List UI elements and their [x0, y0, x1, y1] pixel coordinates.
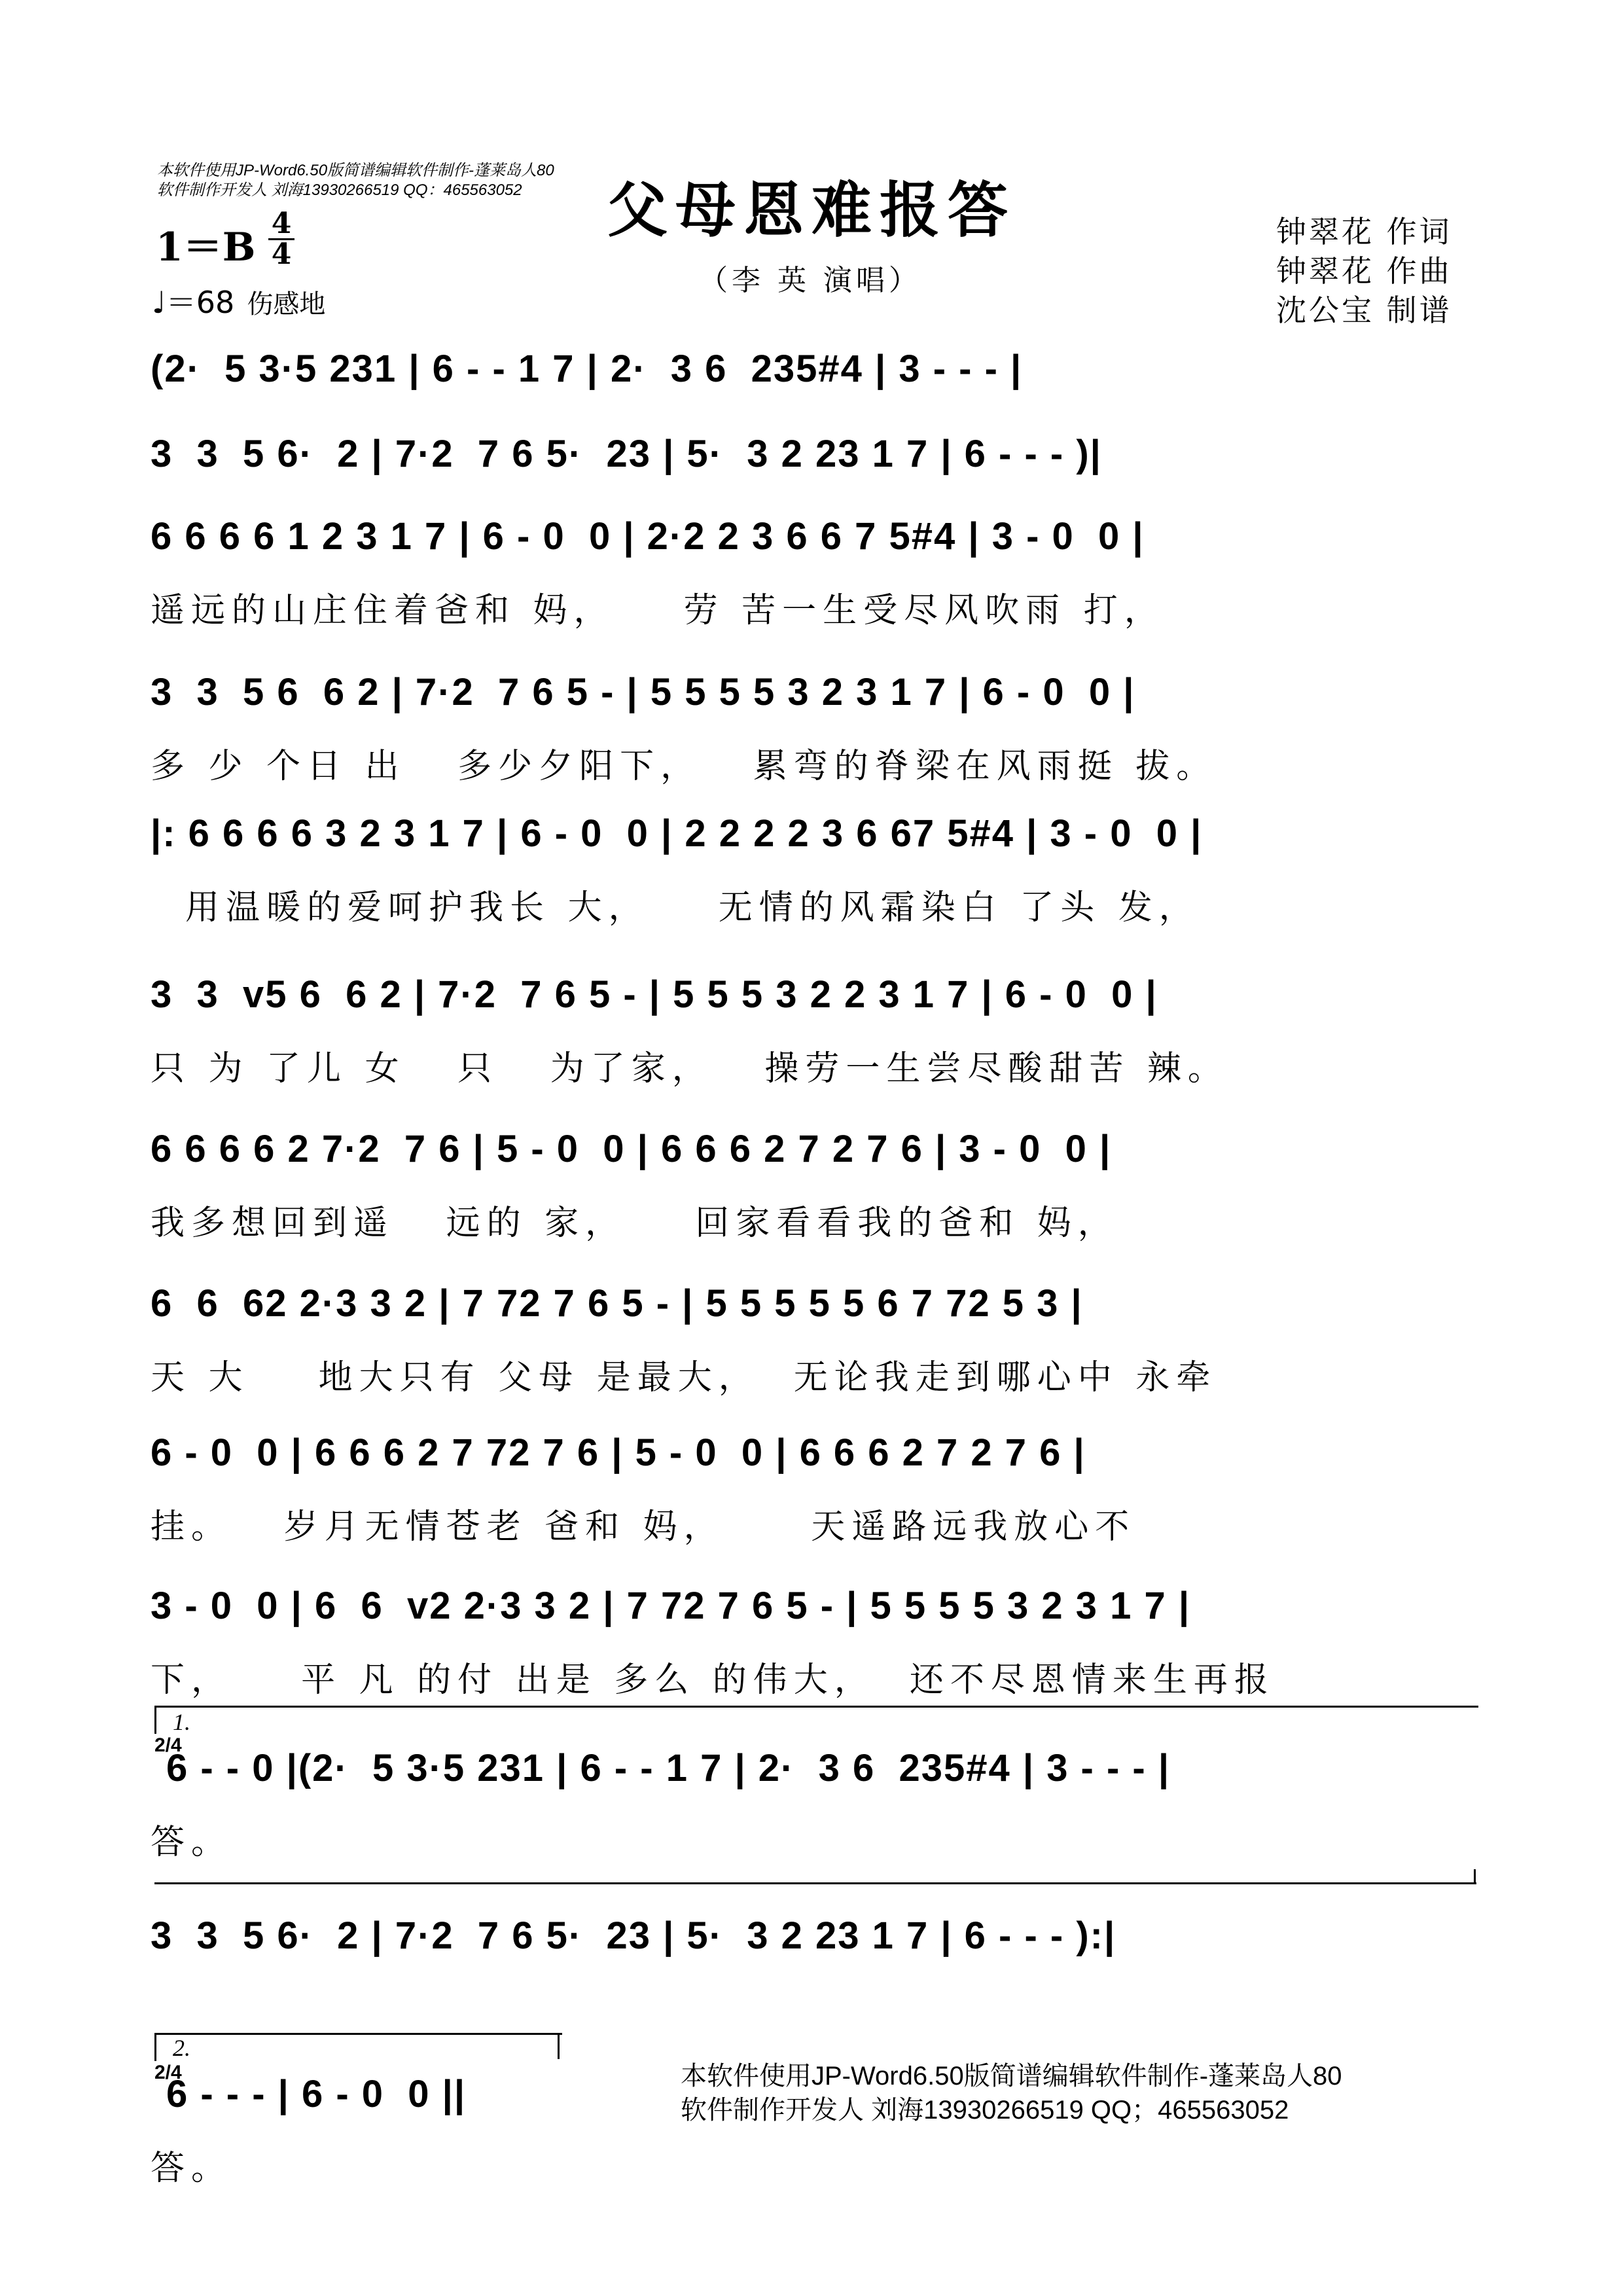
staff-lyrics: 多 少 个日 出 多少夕阳下， 累弯的脊梁在风雨挺 拔。	[151, 747, 1217, 786]
subtitle: （李 英 演唱）	[699, 264, 921, 297]
staff-12	[151, 1914, 1472, 2012]
staff-notes: 6 - - - | 6 - 0 0 ||	[166, 2073, 467, 2115]
staff-lyrics: 答。	[151, 1823, 232, 1862]
key-signature: 1＝B	[156, 224, 256, 270]
second-ending-bracket	[154, 2033, 562, 2061]
second-ending-label: 2.	[173, 2035, 190, 2061]
staff-notes: 3 3 5 6 6 2 | 7·2 7 6 5 - | 5 5 5 5 3 2 3 1 7 | 6 - 0 0 |	[151, 671, 1135, 713]
meter-change: 2/4	[154, 2062, 182, 2083]
staff-lyrics: 天 大 地大只有 父母 是最大， 无论我走到哪心中 永牵	[151, 1358, 1217, 1397]
tempo-marking	[152, 279, 325, 322]
staff-9	[151, 1431, 1472, 1547]
staff-notes: (2· 5 3·5 231 | 6 - - 1 7 | 2· 3 6 235#4 | 3 - - - |	[151, 348, 1023, 390]
quarter-note-icon: ♩	[152, 285, 166, 320]
staff-10	[151, 1584, 1472, 1700]
footer-note-line1: 本软件使用JP-Word6.50版简谱编辑软件制作-蓬莱岛人80	[681, 2062, 1342, 2090]
header-note-line2: 软件制作开发人 刘海13930266519 QQ：465563052	[157, 181, 522, 199]
page-title: 父母恩难报答	[607, 175, 1016, 245]
staff-notes: 6 6 62 2·3 3 2 | 7 72 7 6 5 - | 5 5 5 5 5 6 7 72 5 3 |	[151, 1282, 1083, 1325]
staff-lyrics: 遥远的山庄住着爸和 妈， 劳 苦一生受尽风吹雨 打，	[151, 591, 1165, 630]
staff-4	[151, 670, 1472, 786]
staff-notes: 6 6 6 6 2 7·2 7 6 | 5 - 0 0 | 6 6 6 2 7 2 7 6 | 3 - 0 0 |	[151, 1128, 1112, 1170]
staff-notes: 6 - - 0 |(2· 5 3·5 231 | 6 - - 1 7 | 2· 3 6 235#4 | 3 - - - |	[166, 1747, 1171, 1789]
arranger-credit: 沈公宝 制谱	[1276, 293, 1452, 328]
composer-credit: 钟翠花 作曲	[1276, 253, 1452, 289]
staff-6	[151, 973, 1472, 1088]
meter-change: 2/4	[154, 1734, 182, 1756]
staff-lyrics: 挂。 岁月无情苍老 爸和 妈， 天遥路远我放心不	[151, 1507, 1136, 1547]
staff-3	[151, 514, 1472, 630]
staff-notes: 3 3 v5 6 6 2 | 7·2 7 6 5 - | 5 5 5 3 2 2 3 1 7 | 6 - 0 0 |	[151, 973, 1158, 1016]
time-signature-top: 4	[271, 207, 292, 240]
staff-lyrics: 答。	[151, 2149, 232, 2188]
staff-5	[151, 812, 1472, 927]
footer-note-line2: 软件制作开发人 刘海13930266519 QQ；465563052	[681, 2096, 1289, 2125]
tempo-value: ＝68	[166, 285, 235, 320]
staff-notes: 3 3 5 6· 2 | 7·2 7 6 5· 23 | 5· 3 2 23 1 7 | 6 - - - ):|	[151, 1914, 1116, 1957]
staff-notes: 3 - 0 0 | 6 6 v2 2·3 3 2 | 7 72 7 6 5 - | 5 5 5 5 3 2 3 1 7 |	[151, 1585, 1191, 1627]
staff-notes: 6 - 0 0 | 6 6 6 2 7 72 7 6 | 5 - 0 0 | 6 6 6 2 7 2 7 6 |	[151, 1431, 1086, 1474]
staff-13	[151, 2072, 609, 2188]
staff-lyrics: 我多想回到遥 远的 家， 回家看看我的爸和 妈，	[151, 1204, 1118, 1243]
staff-lyrics: 下， 平 凡 的付 出是 多么 的伟大， 还不尽恩情来生再报	[151, 1660, 1275, 1700]
system-divider-tick	[1474, 1869, 1476, 1884]
staff-7	[151, 1127, 1472, 1243]
staff-1	[151, 347, 1472, 445]
second-ending-bracket-end	[558, 2033, 560, 2059]
staff-notes: |: 6 6 6 6 3 2 3 1 7 | 6 - 0 0 | 2 2 2 2 3 6 67 5#4 | 3 - 0 0 |	[151, 812, 1203, 855]
staff-lyrics: 用温暖的爱呵护我长 大， 无情的风霜染白 了头 发，	[151, 888, 1200, 927]
first-ending-label: 1.	[173, 1709, 190, 1735]
footer-note	[681, 2059, 1342, 2127]
time-signature-bottom: 4	[271, 238, 292, 271]
lyricist-credit: 钟翠花 作词	[1276, 214, 1452, 249]
staff-8	[151, 1282, 1472, 1397]
header-note-line1: 本软件使用JP-Word6.50版简谱编辑软件制作-蓬莱岛人80	[157, 162, 554, 179]
system-divider	[154, 1882, 1476, 1884]
time-signature	[268, 207, 294, 271]
tempo-mood: 伤感地	[247, 289, 326, 319]
staff-11	[151, 1746, 1472, 1862]
header-note	[157, 161, 554, 200]
first-ending-bracket	[154, 1706, 1478, 1734]
staff-lyrics: 只 为 了儿 女 只 为了家， 操劳一生尝尽酸甜苦 辣。	[151, 1049, 1228, 1088]
staff-notes: 3 3 5 6· 2 | 7·2 7 6 5· 23 | 5· 3 2 23 1 7 | 6 - - - )|	[151, 433, 1102, 475]
staff-notes: 6 6 6 6 1 2 3 1 7 | 6 - 0 0 | 2·2 2 3 6 6 7 5#4 | 3 - 0 0 |	[151, 515, 1145, 558]
